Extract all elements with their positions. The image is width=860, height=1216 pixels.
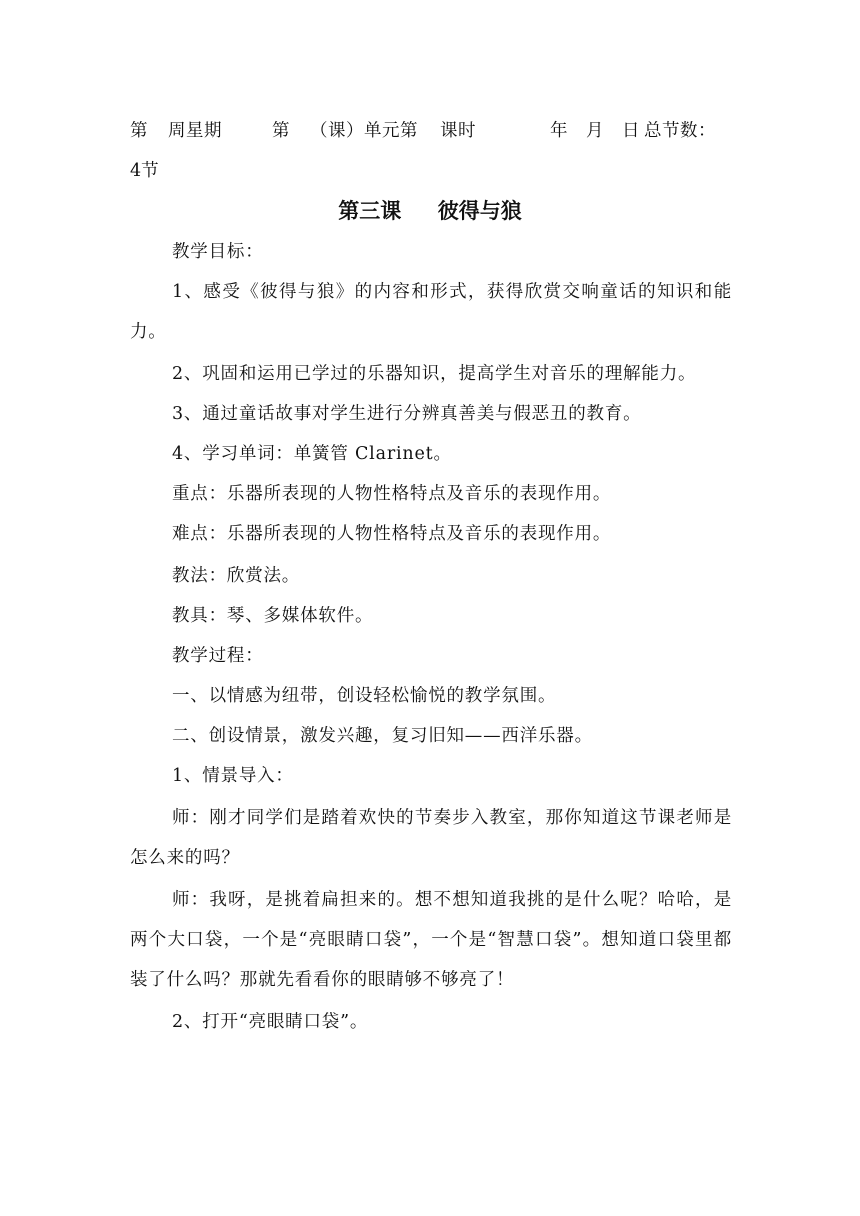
header-unit-lesson: （课）单元第 [310,121,418,141]
paragraph: 2、打开“亮眼睛口袋”。 [172,1012,369,1032]
paragraph: 二、创设情景，激发兴趣，复习旧知——西洋乐器。 [172,726,593,746]
header-week-day: 周星期 [168,121,222,141]
paragraph: 1、感受《彼得与狼》的内容和形式，获得欣赏交响童话的知识和能力。 [130,282,732,342]
header-period: 课时 [440,121,476,141]
header-month: 月 [586,121,604,141]
header-day: 日 [622,121,640,141]
paragraph: 1、情景导入： [172,766,294,786]
paragraph: 教学目标： [172,242,264,262]
paragraph: 师：刚才同学们是踏着欢快的节奏步入教室，那你知道这节课老师是怎么来的吗？ [130,808,732,868]
paragraph: 师：我呀，是挑着扁担来的。想不想知道我挑的是什么呢？哈哈，是两个大口袋，一个是“亮眼睛口袋”，一个是“智慧口袋”。想知道口袋里都装了什么吗？那就先看看你的眼睛够不够亮了！ [130,890,732,990]
paragraph: 4、学习单词：单簧管 Clarinet。 [172,444,452,464]
paragraph: 3、通过童话故事对学生进行分辨真善美与假恶丑的教育。 [172,404,642,424]
paragraph: 重点：乐器所表现的人物性格特点及音乐的表现作用。 [172,484,612,504]
lesson-header [130,118,730,144]
header-week: 第 [130,121,148,141]
paragraph: 2、巩固和运用已学过的乐器知识，提高学生对音乐的理解能力。 [172,364,697,384]
paragraph: 教具：琴、多媒体软件。 [172,606,374,626]
paragraph: 一、以情感为纽带，创设轻松愉悦的教学氛围。 [172,686,557,706]
paragraph: 教学过程： [172,646,264,666]
paragraph: 教法：欣赏法。 [172,566,301,586]
paragraph: 难点：乐器所表现的人物性格特点及音乐的表现作用。 [172,524,612,544]
header-total-value: 4节 [130,161,159,181]
lesson-title: 第三课 彼得与狼 [338,199,522,223]
header-unit: 第 [272,121,290,141]
header-total: 总节数： [644,121,716,141]
header-year: 年 [550,121,568,141]
